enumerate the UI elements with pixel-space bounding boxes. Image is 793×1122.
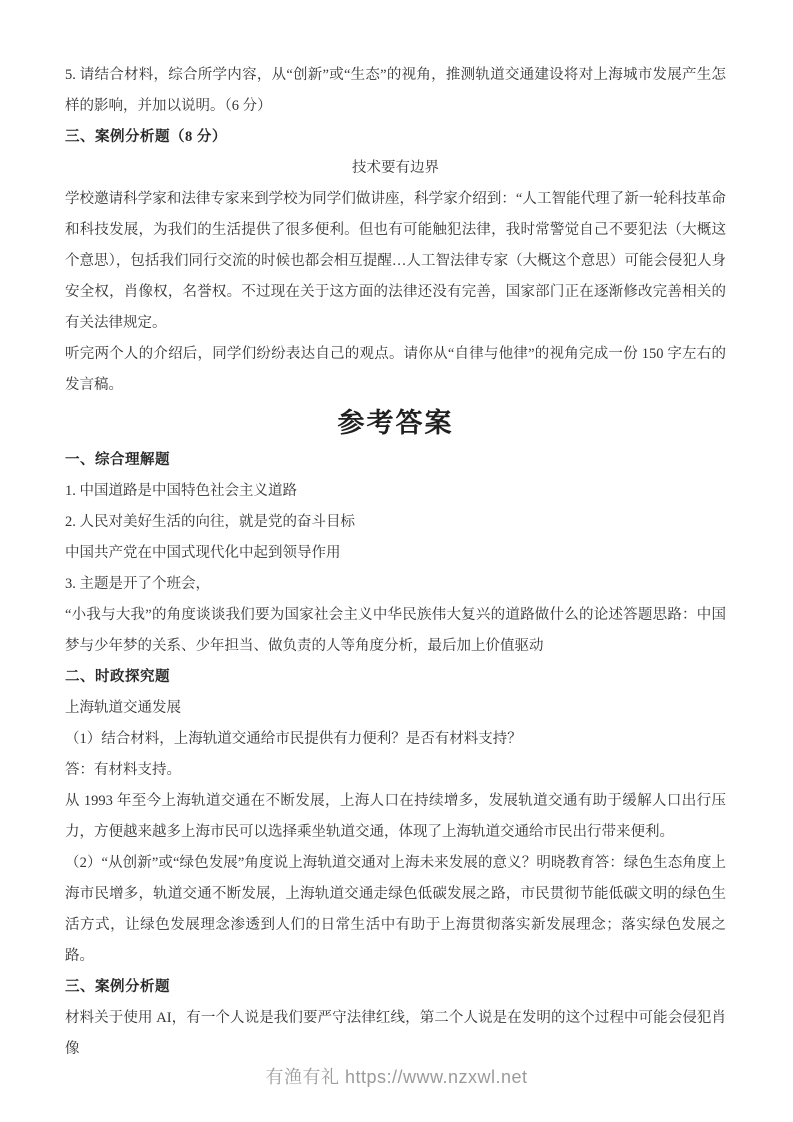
speech-task-paragraph: 听完两个人的介绍后，同学们纷纷表达自己的观点。请你从“自律与他律”的视角完成一份 150 字左右的发言稿。 xyxy=(65,346,726,393)
answer-3: 3. 主题是开了个班会， xyxy=(65,576,210,592)
answer-q1-short-answer: 答：有材料支持。 xyxy=(65,762,181,778)
answer-1: 1. 中国道路是中国特色社会主义道路 xyxy=(65,483,297,499)
answer-section-heading-2: 二、时政探究题 xyxy=(65,669,170,685)
answer-2: 2. 人民对美好生活的向往，就是党的奋斗目标 xyxy=(65,514,355,530)
answer-2-continued: 中国共产党在中国式现代化中起到领导作用 xyxy=(65,545,341,561)
question-5: 5. 请结合材料，综合所学内容，从“创新”或“生态”的视角，推测轨道交通建设将对上海城市发展产生怎样的影响，并加以说明。（6 分） xyxy=(65,67,726,114)
answer-q1-question: （1）结合材料，上海轨道交通给市民提供有力便利？是否有材料支持？ xyxy=(65,731,522,747)
answer-section-heading-1: 一、综合理解题 xyxy=(65,452,170,468)
document-body xyxy=(65,60,726,1065)
answer-topic-transit: 上海轨道交通发展 xyxy=(65,700,181,716)
answer-section-heading-3: 三、案例分析题 xyxy=(65,979,170,995)
case-material-title: 技术要有边界 xyxy=(352,160,439,176)
answer-q2-explanation: （2）“从创新”或“绿色发展”角度说上海轨道交通对上海未来发展的意义？明晓教育答：绿色生态角度上海市民增多，轨道交通不断发展，上海轨道交通走绿色低碳发展之路，市民贯彻节能低碳文明的绿色生活方式，让绿色发展理念渗透到人们的日常生活中有助于上海贯彻落实新发展理念；落实绿色发展之路。 xyxy=(65,855,726,964)
footer-watermark: 有渔有礼 https://www.nzxwl.net xyxy=(265,1067,528,1087)
answer-3-detail: “小我与大我”的角度谈谈我们要为国家社会主义中华民族伟大复兴的道路做什么的论述答题思路：中国梦与少年梦的关系、少年担当、做负责的人等角度分析，最后加上价值驱动 xyxy=(65,607,726,654)
answer-case-paragraph: 材料关于使用 AI，有一个人说是我们要严守法律红线，第二个人说是在发明的这个过程中可能会侵犯肖像 xyxy=(65,1010,726,1057)
section-heading-case-analysis: 三、案例分析题（8 分） xyxy=(65,129,227,145)
answer-q1-explanation: 从 1993 年至今上海轨道交通在不断发展，上海人口在持续增多，发展轨道交通有助于缓解人口出行压力，方便越来越多上海市民可以选择乘坐轨道交通，体现了上海轨道交通给市民出行带来便利。 xyxy=(65,793,726,840)
case-material-paragraph: 学校邀请科学家和法律专家来到学校为同学们做讲座，科学家介绍到：“人工智能代理了新一轮科技革命和科技发展，为我们的生活提供了很多便利。但也有可能触犯法律，我时常警觉自己不要犯法（大概这个意思），包括我们同行交流的时候也都会相互提醒…人工智法律专家（大概这个意思）可能会侵犯人身安全权，肖像权，名誉权。不过现在关于这方面的法律还没有完善，国家部门正在逐渐修改完善相关的有关法律规定。 xyxy=(65,191,726,331)
answer-key-title: 参考答案 xyxy=(337,408,454,438)
